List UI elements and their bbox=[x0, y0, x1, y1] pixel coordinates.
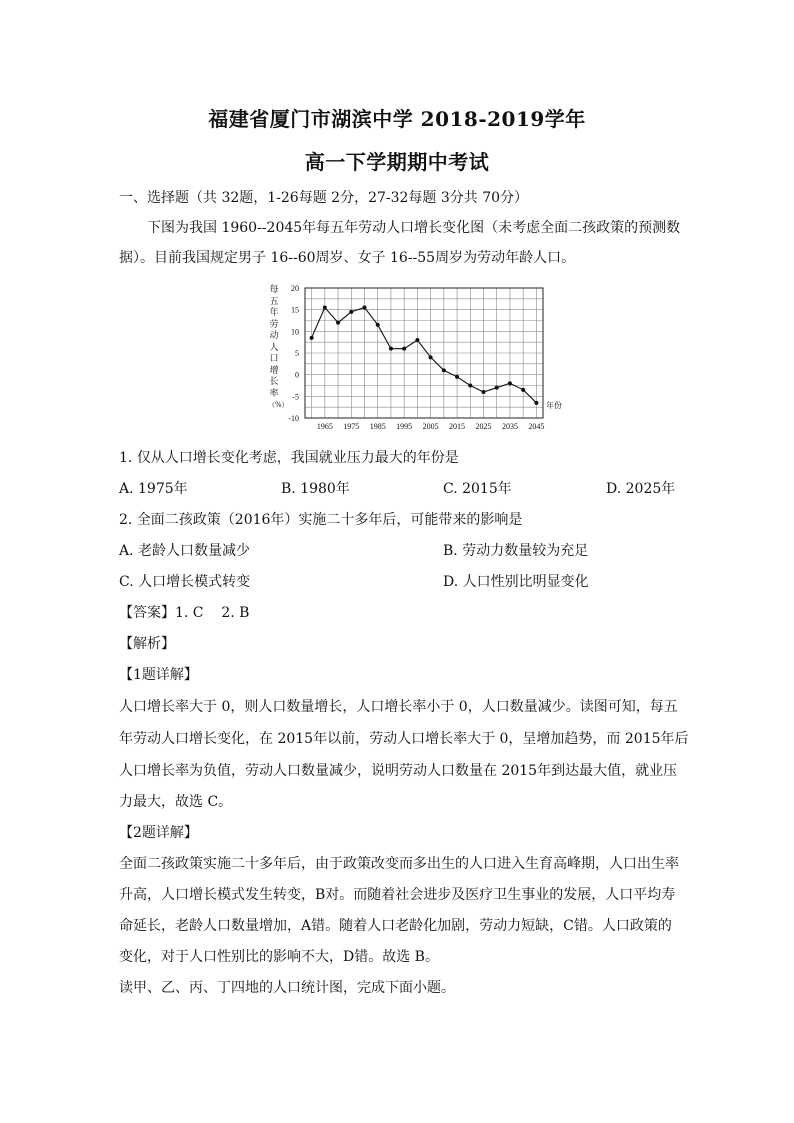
answer-line: 【答案】1. C 2. B bbox=[119, 605, 250, 621]
q1-option-a: A. 1975年 bbox=[119, 481, 188, 497]
chart-series-line bbox=[312, 308, 537, 403]
chart-y-tick-label: 0 bbox=[295, 370, 299, 380]
q2-option-c: C. 人口增长模式转变 bbox=[119, 574, 251, 590]
chart-ylabel-char: 每 bbox=[269, 285, 279, 295]
intro-line-2: 据）。目前我国规定男子 16--60周岁、女子 16--55周岁为劳动年龄人口。 bbox=[119, 250, 576, 266]
chart-ylabel-char: 口 bbox=[269, 354, 279, 364]
page-title-line1: 福建省厦门市湖滨中学 2018-2019学年 bbox=[208, 107, 586, 131]
detail2-heading: 【2题详解】 bbox=[119, 825, 198, 841]
chart-x-tick-label: 2015 bbox=[449, 422, 466, 431]
q2-option-d: D. 人口性别比明显变化 bbox=[443, 574, 589, 590]
chart-data-point bbox=[336, 321, 340, 325]
chart-y-tick-label: 5 bbox=[295, 349, 299, 358]
q1-option-c: C. 2015年 bbox=[443, 481, 512, 497]
chart-y-tick-label: -10 bbox=[288, 414, 299, 423]
chart-ylabel-char: 率 bbox=[269, 388, 279, 399]
chart-y-tick-label: 20 bbox=[291, 284, 299, 293]
chart-data-point bbox=[482, 390, 486, 394]
detail2-line: 变化，对于人口性别比的影响不大，D错。故选 B。 bbox=[119, 949, 439, 965]
chart-data-point bbox=[521, 388, 525, 392]
chart-data-point bbox=[442, 368, 446, 372]
chart-ylabel-char: 长 bbox=[269, 377, 279, 387]
detail2-line: 全面二孩政策实施二十多年后，由于政策改变而多出生的人口进入生育高峰期，人口出生率 bbox=[119, 856, 679, 872]
detail1-line: 年劳动人口增长变化，在 2015年以前，劳动人口增长率大于 0，呈增加趋势，而 2015年后 bbox=[119, 731, 689, 747]
chart-x-axis-label: 年份 bbox=[546, 401, 562, 410]
chart-x-tick-label: 1965 bbox=[316, 422, 333, 431]
labor-growth-line-chart bbox=[265, 283, 565, 433]
chart-data-point bbox=[310, 336, 314, 340]
chart-y-tick-label: 15 bbox=[291, 305, 299, 315]
q1-option-d: D. 2025年 bbox=[606, 481, 676, 497]
detail2-line: 命延长，老龄人口数量增加，A错。随着人口老龄化加剧，劳动力短缺，C错。人口政策的 bbox=[119, 918, 672, 934]
chart-x-tick-label: 2005 bbox=[422, 422, 439, 431]
detail1-line: 人口增长率为负值，劳动人口数量减少，说明劳动人口数量在 2015年到达最大值，就业压 bbox=[119, 763, 678, 779]
chart-y-tick-label: 10 bbox=[291, 327, 299, 337]
chart-ylabel-char: 五 bbox=[269, 296, 279, 307]
chart-data-point bbox=[455, 375, 459, 379]
chart-x-tick-label: 2045 bbox=[528, 422, 545, 431]
chart-data-point bbox=[349, 310, 353, 314]
q2-option-a: A. 老龄人口数量减少 bbox=[119, 543, 251, 559]
section-heading: 一、选择题（共 32题，1-26每题 2分，27-32每题 3分共 70分） bbox=[119, 190, 529, 206]
q1-text: 1. 仅从人口增长变化考虑，我国就业压力最大的年份是 bbox=[119, 450, 459, 466]
detail1-heading: 【1题详解】 bbox=[119, 667, 198, 683]
chart-data-point bbox=[323, 306, 327, 310]
chart-data-point bbox=[376, 323, 380, 327]
chart-ylabel-char: 动 bbox=[269, 331, 279, 341]
chart-x-tick-label: 1975 bbox=[343, 422, 360, 431]
chart-data-point bbox=[429, 355, 433, 359]
chart-x-tick-label: 2035 bbox=[501, 422, 518, 431]
page-title-line2: 高一下学期期中考试 bbox=[304, 150, 490, 174]
next-question-intro: 读甲、乙、丙、丁四地的人口统计图，完成下面小题。 bbox=[119, 980, 455, 996]
detail1-line: 力最大，故选 C。 bbox=[119, 794, 233, 810]
detail2-line: 升高，人口增长模式发生转变，B对。而随着社会进步及医疗卫生事业的发展，人口平均寿 bbox=[119, 887, 676, 903]
chart-ylabel-char: （%） bbox=[268, 401, 289, 409]
q2-text: 2. 全面二孩政策（2016年）实施二十多年后，可能带来的影响是 bbox=[119, 512, 523, 528]
chart-x-tick-label: 2025 bbox=[475, 422, 492, 431]
analysis-heading: 【解析】 bbox=[119, 636, 175, 652]
chart-y-tick-label: -5 bbox=[292, 392, 299, 402]
chart-data-point bbox=[402, 347, 406, 351]
chart-x-tick-label: 1985 bbox=[369, 422, 386, 431]
q2-option-b: B. 劳动力数量较为充足 bbox=[443, 543, 589, 559]
chart-data-point bbox=[508, 381, 512, 385]
chart-x-tick-label: 1995 bbox=[396, 422, 413, 431]
chart-data-point bbox=[363, 306, 367, 310]
chart-ylabel-char: 年 bbox=[269, 308, 279, 318]
chart-data-point bbox=[389, 347, 393, 351]
chart-data-point bbox=[534, 401, 538, 405]
q1-option-b: B. 1980年 bbox=[281, 481, 350, 497]
chart-data-point bbox=[415, 338, 419, 342]
chart-ylabel-char: 人 bbox=[269, 342, 279, 353]
chart-data-point bbox=[495, 386, 499, 390]
intro-line-1: 下图为我国 1960--2045年每五年劳动人口增长变化图（未考虑全面二孩政策的预测数 bbox=[147, 220, 681, 236]
detail1-line: 人口增长率大于 0，则人口数量增长，人口增长率小于 0，人口数量减少。读图可知，每五 bbox=[119, 699, 678, 715]
chart-ylabel-char: 增 bbox=[269, 365, 279, 376]
chart-ylabel-char: 劳 bbox=[269, 319, 279, 330]
chart-data-point bbox=[468, 384, 472, 388]
